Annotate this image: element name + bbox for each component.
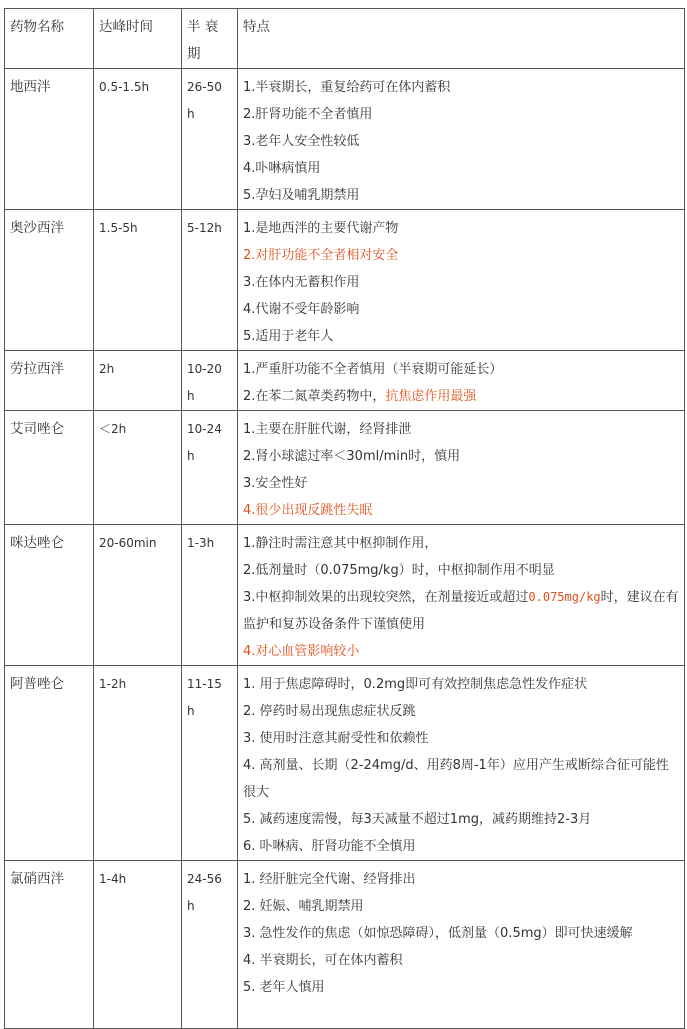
half-life: 10-20 h: [182, 351, 238, 411]
feature-item: 4. 高剂量、长期（2-24mg/d、用药8周-1年）应用产生戒断综合征可能性很大: [243, 758, 669, 800]
peak-time: 1-2h: [94, 666, 182, 861]
feature-item: 4.卟啉病慎用: [243, 161, 321, 176]
feature-item: 1. 经肝脏完全代谢、经肾排出: [243, 872, 416, 887]
table-row: [5, 666, 685, 861]
peak-time: 0.5-1.5h: [94, 69, 182, 210]
feature-item: 2. 停药时易出现焦虑症状反跳: [243, 704, 416, 719]
peak-time: 20-60min: [94, 525, 182, 666]
feature-item-highlight: 2.对肝功能不全者相对安全: [243, 248, 399, 263]
half-life: 26-50 h: [182, 69, 238, 210]
half-life: 5-12h: [182, 210, 238, 351]
table-row: [5, 210, 685, 351]
table-row: [5, 861, 685, 1029]
drug-name: 奥沙西泮: [5, 210, 94, 351]
drug-name: 氯硝西泮: [5, 861, 94, 1029]
table-row: [5, 525, 685, 666]
drug-name: 阿普唑仑: [5, 666, 94, 861]
feature-item: 3. 急性发作的焦虑（如惊恐障碍），低剂量（0.5mg）即可快速缓解: [243, 926, 633, 941]
feature-item: 3.安全性好: [243, 476, 308, 491]
feature-item: 1.主要在肝脏代谢，经肾排泄: [243, 422, 412, 437]
feature-item: 3. 使用时注意其耐受性和依赖性: [243, 731, 429, 746]
feature-item: 5.适用于老年人: [243, 329, 334, 344]
feature-item: 4. 半衰期长，可在体内蓄积: [243, 953, 403, 968]
peak-time: ＜2h: [94, 411, 182, 525]
peak-time: 2h: [94, 351, 182, 411]
half-life: 24-56 h: [182, 861, 238, 1029]
drug-name: 艾司唑仑: [5, 411, 94, 525]
drug-name: 劳拉西泮: [5, 351, 94, 411]
features-cell: [238, 411, 685, 525]
half-life: 11-15 h: [182, 666, 238, 861]
header-features: 特点: [238, 9, 685, 69]
feature-item: 1.半衰期长，重复给药可在体内蓄积: [243, 80, 451, 95]
drug-name: 地西泮: [5, 69, 94, 210]
feature-item: 1.严重肝功能不全者慎用（半衰期可能延长）: [243, 362, 503, 377]
table-row: [5, 351, 685, 411]
feature-text: 时，建议在有监护和复苏设备条件下谨慎使用: [243, 590, 679, 632]
feature-item: 5. 减药速度需慢，每3天减量不超过1mg，减药期维持2-3月: [243, 812, 592, 827]
drug-comparison-table: [4, 8, 685, 1029]
table-header-row: [5, 9, 685, 69]
feature-item: 1.是地西泮的主要代谢产物: [243, 221, 399, 236]
feature-item: 5. 老年人慎用: [243, 980, 325, 995]
table-row: [5, 411, 685, 525]
feature-item: [243, 584, 679, 638]
feature-item-highlight: 4.很少出现反跳性失眠: [243, 503, 373, 518]
peak-time: 1.5-5h: [94, 210, 182, 351]
features-cell: [238, 351, 685, 411]
feature-highlight: 抗焦虑作用最强: [385, 389, 477, 404]
peak-time: 1-4h: [94, 861, 182, 1029]
drug-name: 咪达唑仑: [5, 525, 94, 666]
feature-item: 6. 卟啉病、肝肾功能不全慎用: [243, 839, 416, 854]
feature-item: 5.孕妇及哺乳期禁用: [243, 188, 360, 203]
feature-item: [243, 383, 679, 410]
half-life: 1-3h: [182, 525, 238, 666]
feature-item: 2.肾小球滤过率＜30ml/min时，慎用: [243, 449, 461, 464]
features-cell: [238, 69, 685, 210]
feature-item: 4.代谢不受年龄影响: [243, 302, 360, 317]
features-cell: [238, 861, 685, 1029]
features-cell: [238, 210, 685, 351]
features-cell: [238, 666, 685, 861]
header-peak-time: 达峰时间: [94, 9, 182, 69]
feature-item: 2.肝肾功能不全者慎用: [243, 107, 373, 122]
feature-item: 1.静注时需注意其中枢抑制作用，: [243, 536, 438, 551]
feature-item: 2. 妊娠、哺乳期禁用: [243, 899, 364, 914]
header-half-life: 半 衰 期: [182, 9, 238, 69]
feature-item: 1. 用于焦虑障碍时，0.2mg即可有效控制焦虑急性发作症状: [243, 677, 588, 692]
features-cell: [238, 525, 685, 666]
half-life: 10-24 h: [182, 411, 238, 525]
feature-text: 2.在苯二氮䓬类药物中，: [243, 389, 386, 404]
feature-item-highlight: 4.对心血管影响较小: [243, 644, 360, 659]
feature-item: 2.低剂量时（0.075mg/kg）时，中枢抑制作用不明显: [243, 563, 555, 578]
table-row: [5, 69, 685, 210]
feature-item: 3.在体内无蓄积作用: [243, 275, 360, 290]
feature-highlight-dose: 0.075mg/kg: [528, 590, 601, 604]
feature-item: 3.老年人安全性较低: [243, 134, 360, 149]
header-drug-name: 药物名称: [5, 9, 94, 69]
feature-text: 3.中枢抑制效果的出现较突然，在剂量接近或超过: [243, 590, 529, 605]
